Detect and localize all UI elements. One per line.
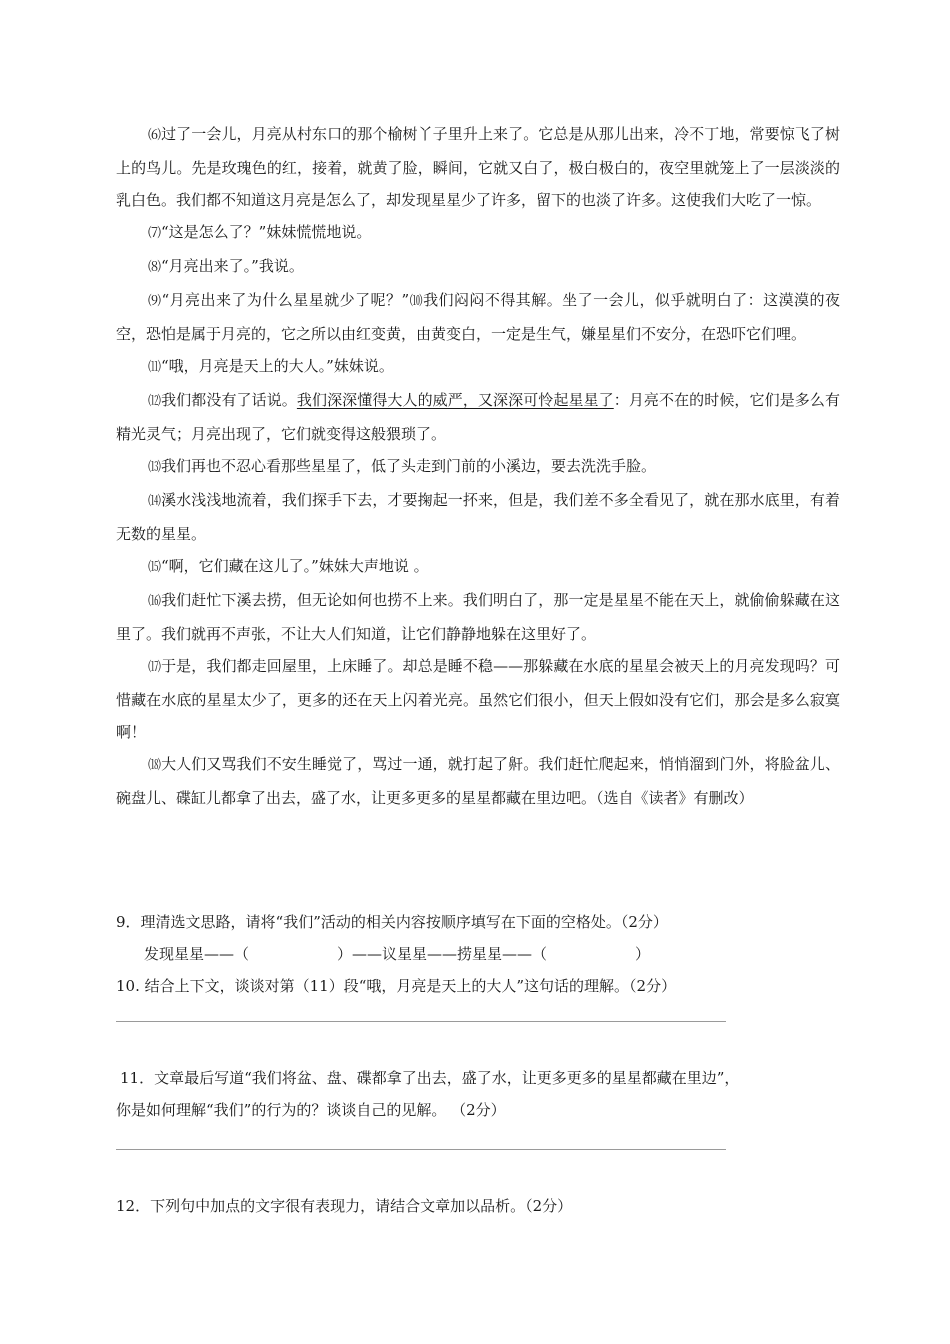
question-11-line-2: 你是如何理解“我们”的行为的？谈谈自己的见解。 （2分）	[116, 1101, 506, 1119]
paragraph-15: ⒂“啊，它们藏在这儿了。”妹妹大声地说 。	[148, 557, 429, 575]
paragraph-13: ⒀我们再也不忍心看那些星星了，低了头走到门前的小溪边，要去洗洗手脸。	[148, 457, 657, 475]
paragraph-9: ⑼“月亮出来了为什么星星就少了呢？”⑽我们闷闷不得其解。坐了一会儿，似乎就明白了：这漠漠的夜空，恐怕是属于月亮的，它之所以由红变黄，由黄变白，一定是生气，嫌星星们不安分，在恐吓它们哩。	[116, 291, 840, 343]
paragraph-7: ⑺“这是怎么了？”妹妹慌慌地说。	[148, 223, 372, 241]
question-10-text: 10. 结合上下文，谈谈对第（11）段“哦，月亮是天上的大人”这句话的理解。（2分）	[116, 977, 677, 995]
paragraph-17: ⒄于是，我们都走回屋里，上床睡了。却总是睡不稳——那躲藏在水底的星星会被天上的月亮发现吗？可惜藏在水底的星星太少了，更多的还在天上闪着光亮。虽然它们很小，但天上假如没有它们，那会是多么寂寞啊！	[116, 657, 840, 741]
paragraph-11: ⑾“哦，月亮是天上的大人。”妹妹说。	[148, 357, 394, 375]
question-9	[116, 906, 840, 1002]
question-9-text: 9．理清选文思路，请将“我们”活动的相关内容按顺序填写在下面的空格处。（2分）	[116, 913, 668, 931]
answer-line-11[interactable]	[116, 1149, 726, 1150]
paragraph-8: ⑻“月亮出来了。”我说。	[148, 257, 304, 275]
question-11-line-1: 11．文章最后写道“我们将盆、盘、碟都拿了出去，盛了水，让更多更多的星星都藏在里边”，	[120, 1069, 740, 1087]
passage	[116, 118, 840, 814]
paragraph-14: ⒁溪水浅浅地流着，我们探手下去，才要掬起一抔来，但是，我们差不多全看见了，就在那水底里，有着无数的星星。	[116, 491, 840, 543]
paragraph-6: ⑹过了一会儿，月亮从村东口的那个榆树丫子里升上来了。它总是从那儿出来，冷不丁地，常要惊飞了树上的鸟儿。先是玫瑰色的红，接着，就黄了脸，瞬间，它就又白了，极白极白的，夜空里就笼上了一层淡淡的乳白色。我们都不知道这月亮是怎么了，却发现星星少了许多，留下的也淡了许多。这使我们大吃了一惊。	[116, 125, 840, 209]
answer-line-10[interactable]	[116, 1021, 726, 1022]
paragraph-16: ⒃我们赶忙下溪去捞，但无论如何也捞不上来。我们明白了，那一定是星星不能在天上，就偷偷躲藏在这里了。我们就再不声张，不让大人们知道，让它们静静地躲在这里好了。	[116, 591, 840, 643]
question-9-flow: 发现星星——（ ）——议星星——捞星星——（ ）	[144, 945, 651, 963]
question-12	[116, 1190, 840, 1222]
question-12-text: 12．下列句中加点的文字很有表现力，请结合文章加以品析。（2分）	[116, 1197, 573, 1215]
underlined-sentence: 我们深深懂得大人的威严，又深深可怜起星星了	[296, 391, 614, 409]
paragraph-18: ⒅大人们又骂我们不安生睡觉了，骂过一通，就打起了鼾。我们赶忙爬起来，悄悄溜到门外，将脸盆儿、碗盘儿、碟缸儿都拿了出去，盛了水，让更多更多的星星都藏在里边吧。（选自《读者》有删改）	[116, 755, 840, 807]
paragraph-12: ⑿我们都没有了话说。我们深深懂得大人的威严，又深深可怜起星星了：月亮不在的时候，它们是多么有精光灵气；月亮出现了，它们就变得这般猥琐了。	[116, 391, 840, 443]
question-11	[116, 1062, 840, 1126]
